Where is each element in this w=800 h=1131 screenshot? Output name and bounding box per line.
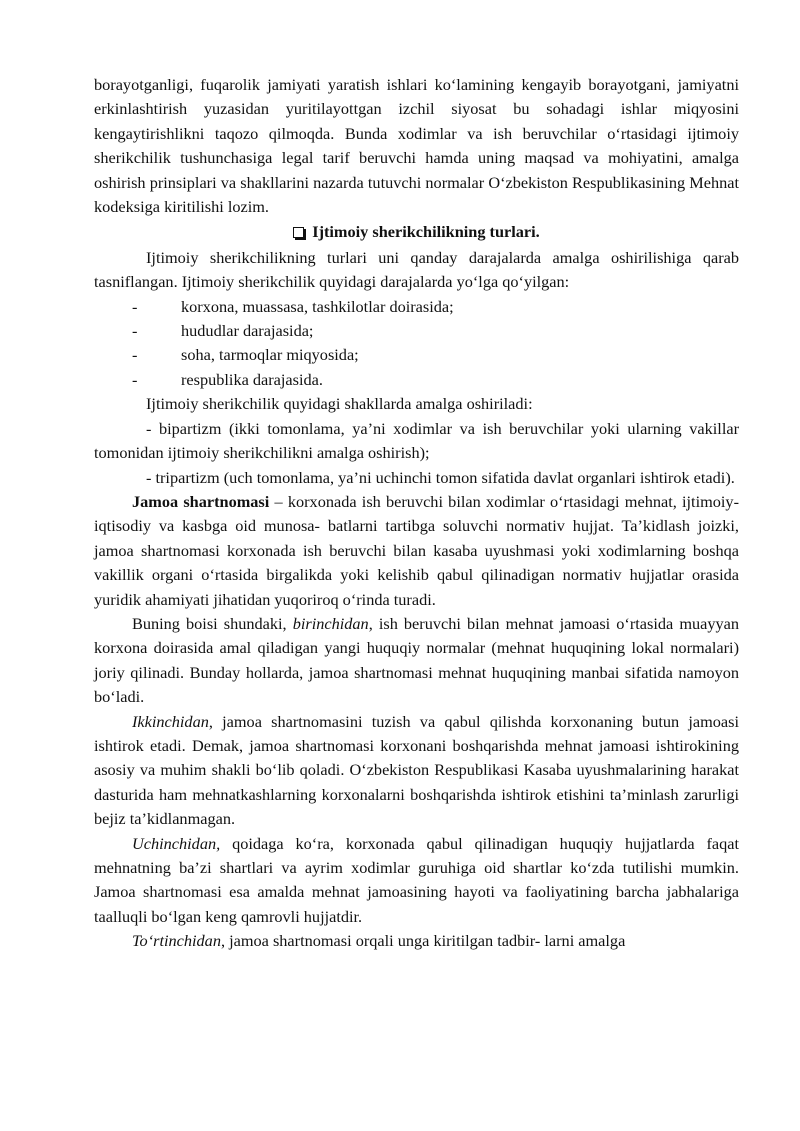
paragraph-intro: borayotganligi, fuqarolik jamiyati yaratish ishlari ko‘lamining kengayib borayotgani, jamiyatni erkinlashtirish yuzasidan yuritilayottgan izchil siyosat bu sohadagi ishlar miqyosini kengaytirishlikni taqozo qilmoqda. Bunda xodimlar va ish beruvchilar o‘rtasidagi ijtimoiy sherikchilik tushunchasiga legal tarif beruvchi hamda uning maqsad va mohiyatini, amalga oshirish prinsiplari va shakllarini nazarda tutuvchi normalar O‘zbekiston Respublikasining Mehnat kodeksiga kiritilishi lozim. bbox=[94, 75, 739, 217]
term-italic: To‘rtinchidan bbox=[132, 931, 221, 951]
section-heading-text: Ijtimoiy sherikchilikning turlari. bbox=[312, 222, 540, 242]
paragraph-third: Uchinchidan, qoidaga ko‘ra, korxonada qabul qilinadigan huquqiy hujjatlarda faqat mehnatning ba’zi shartlari va ayrim xodimlar guruhiga oid shartlar ko‘zda tutilishi mumkin. Jamoa shartnomasi esa amalda mehnat jamoasining hayoti va faoliyatining barcha jabhalariga taalluqli bo‘lgan keng qamrovli hujjatdir. bbox=[94, 833, 739, 926]
term-bold: Jamoa shartnomasi bbox=[132, 491, 270, 511]
list-dash: - bbox=[132, 296, 138, 316]
term-italic: birinchidan bbox=[292, 613, 369, 633]
list-item bbox=[94, 343, 739, 367]
list-dash: - bbox=[132, 321, 138, 341]
paragraph-second: Ikkinchidan, jamoa shartnomasini tuzish va qabul qilishda korxonaning butun jamoasi ishtirok etadi. Demak, jamoa shartnomasi korxonani boshqarishda mehnat jamoasi ishtirokining asosiy va muhim shakli bo‘lib qoladi. O‘zbekiston Respublikasi Kasaba uyushmalarining harakat dasturida ham mehnatkashlarning korxonalarni boshqarishda ishtirok etishini ta’minlash zarurligi bejiz ta’kidlanmagan. bbox=[94, 711, 739, 829]
list-item bbox=[94, 368, 739, 392]
paragraph-collective-agreement: Jamoa shartnomasi – korxonada ish beruvchi bilan xodimlar o‘rtasidagi mehnat, ijtimoiy-iqtisodiy va kasbga oid munosa- batlarni tartibga soluvchi normativ hujjat. Ta’kidlash joizki, jamoa shartnomasi korxonada ish beruvchi bilan kasaba uyushmasi yoki xodimlarning boshqa vakillik organi o‘rtasida birgalikda yoki kelishib qabul qilinadigan normativ hujjatlar orasida yuridik ahamiyati jihatidan yuqoriroq o‘rinda turadi. bbox=[94, 491, 739, 609]
list-item-text: korxona, muassasa, tashkilotlar doirasida; bbox=[181, 296, 454, 316]
paragraph-first: Buning boisi shundaki, birinchidan, ish beruvchi bilan mehnat jamoasi o‘rtasida muayyan korxona doirasida amal qiladigan yangi huquqiy normalar (mehnat huquqining lokal normalari) joriy qilinadi. Bunday hollarda, jamoa shartnomasi mehnat huquqining manbai sifatida namoyon bo‘ladi. bbox=[94, 613, 739, 707]
paragraph-fourth: To‘rtinchidan, jamoa shartnomasi orqali unga kiritilgan tadbir- larni amalga bbox=[132, 931, 626, 951]
section-heading bbox=[94, 220, 739, 244]
list-item-text: soha, tarmoqlar miqyosida; bbox=[181, 345, 359, 365]
paragraph-tripartism: - tripartizm (uch tomonlama, ya’ni uchinchi tomon sifatida davlat organlari ishtirok etadi). bbox=[146, 467, 735, 487]
paragraph-bipartism: - bipartizm (ikki tomonlama, ya’ni xodimlar va ish beruvchilar yoki ularning vakillar tomonidan ijtimoiy sherikchilikni amalga oshirish); bbox=[94, 418, 739, 463]
list-item-text: respublika darajasida. bbox=[181, 369, 323, 389]
paragraph-forms: Ijtimoiy sherikchilik quyidagi shakllarda amalga oshiriladi: bbox=[146, 394, 533, 414]
list-dash: - bbox=[132, 345, 138, 365]
checkbox-bullet-icon bbox=[293, 227, 304, 238]
term-italic: Ikkinchidan bbox=[132, 711, 209, 731]
paragraph-types: Ijtimoiy sherikchilikning turlari uni qanday darajalarda amalga oshirilishiga qarab tasniflangan. Ijtimoiy sherikchilik quyidagi darajalarda yo‘lga qo‘yilgan: bbox=[94, 247, 739, 292]
list-item bbox=[94, 319, 739, 343]
list-item bbox=[94, 295, 739, 319]
document-body bbox=[94, 73, 739, 954]
term-italic: Uchinchidan, bbox=[132, 833, 221, 853]
list-item-text: hududlar darajasida; bbox=[181, 321, 314, 341]
list-dash: - bbox=[132, 369, 138, 389]
